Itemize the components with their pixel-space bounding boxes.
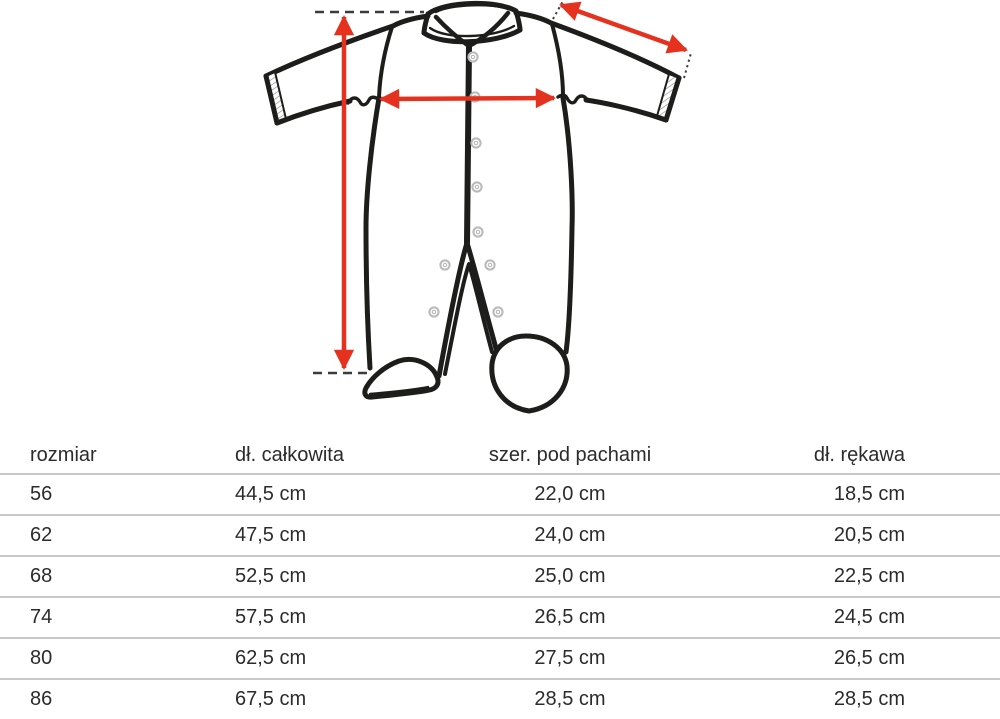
- cell-chest-width: 28,5 cm: [534, 688, 606, 710]
- cell-sleeve-length: 24,5 cm: [833, 606, 905, 628]
- snap-icon: [493, 307, 502, 316]
- size-table: [0, 438, 1000, 719]
- table-row-size-86: [0, 679, 1000, 719]
- cell-size: 56: [30, 483, 53, 505]
- snap-icon: [473, 227, 482, 236]
- cell-size: 62: [30, 524, 53, 546]
- placket-line: [467, 46, 469, 243]
- table-row-size-68: [0, 556, 1000, 597]
- cell-sleeve-length: 18,5 cm: [833, 483, 905, 505]
- table-row-size-56: [0, 474, 1000, 515]
- snap-icon: [429, 307, 438, 316]
- table-row-size-74: [0, 597, 1000, 638]
- cell-total-length: 52,5 cm: [235, 565, 307, 587]
- cell-total-length: 62,5 cm: [235, 647, 307, 669]
- cell-chest-width: 25,0 cm: [534, 565, 606, 587]
- column-header-size: rozmiar: [30, 444, 97, 466]
- header-row: [0, 438, 1000, 474]
- right-sleeve: [516, 13, 679, 120]
- chest-width-arrow: [381, 98, 554, 99]
- cell-sleeve-length: 26,5 cm: [833, 647, 905, 669]
- cell-total-length: 57,5 cm: [235, 606, 307, 628]
- snap-icon: [471, 138, 480, 147]
- snap-icon: [440, 260, 449, 269]
- table-row-size-62: [0, 515, 1000, 556]
- table-row-size-80: [0, 638, 1000, 679]
- sleeve-dotted-guide-bottom: [684, 53, 691, 78]
- cell-total-length: 44,5 cm: [235, 483, 307, 505]
- cell-size: 74: [30, 606, 53, 628]
- snap-icon: [485, 260, 494, 269]
- garment-drawing: [266, 3, 679, 411]
- cell-sleeve-length: 28,5 cm: [833, 688, 905, 710]
- snap-icon: [468, 52, 477, 61]
- cell-size: 80: [30, 647, 53, 669]
- left-sleeve: [266, 16, 428, 123]
- column-header-sleeve-length: dł. rękawa: [813, 444, 905, 466]
- cell-chest-width: 26,5 cm: [534, 606, 606, 628]
- cell-sleeve-length: 20,5 cm: [833, 524, 905, 546]
- cell-total-length: 67,5 cm: [235, 688, 307, 710]
- left-foot: [365, 359, 438, 397]
- collar: [424, 3, 520, 46]
- snap-icon: [472, 182, 481, 191]
- cell-total-length: 47,5 cm: [235, 524, 307, 546]
- column-header-chest-width: szer. pod pachami: [488, 444, 652, 466]
- right-foot: [492, 336, 567, 411]
- cell-sleeve-length: 22,5 cm: [833, 565, 905, 587]
- cell-chest-width: 27,5 cm: [534, 647, 606, 669]
- cell-chest-width: 22,0 cm: [534, 483, 606, 505]
- cell-size: 86: [30, 688, 53, 710]
- cell-size: 68: [30, 565, 53, 587]
- cell-chest-width: 24,0 cm: [534, 524, 606, 546]
- column-header-total-length: dł. całkowita: [235, 444, 344, 466]
- sleeve-length-arrow: [561, 5, 686, 50]
